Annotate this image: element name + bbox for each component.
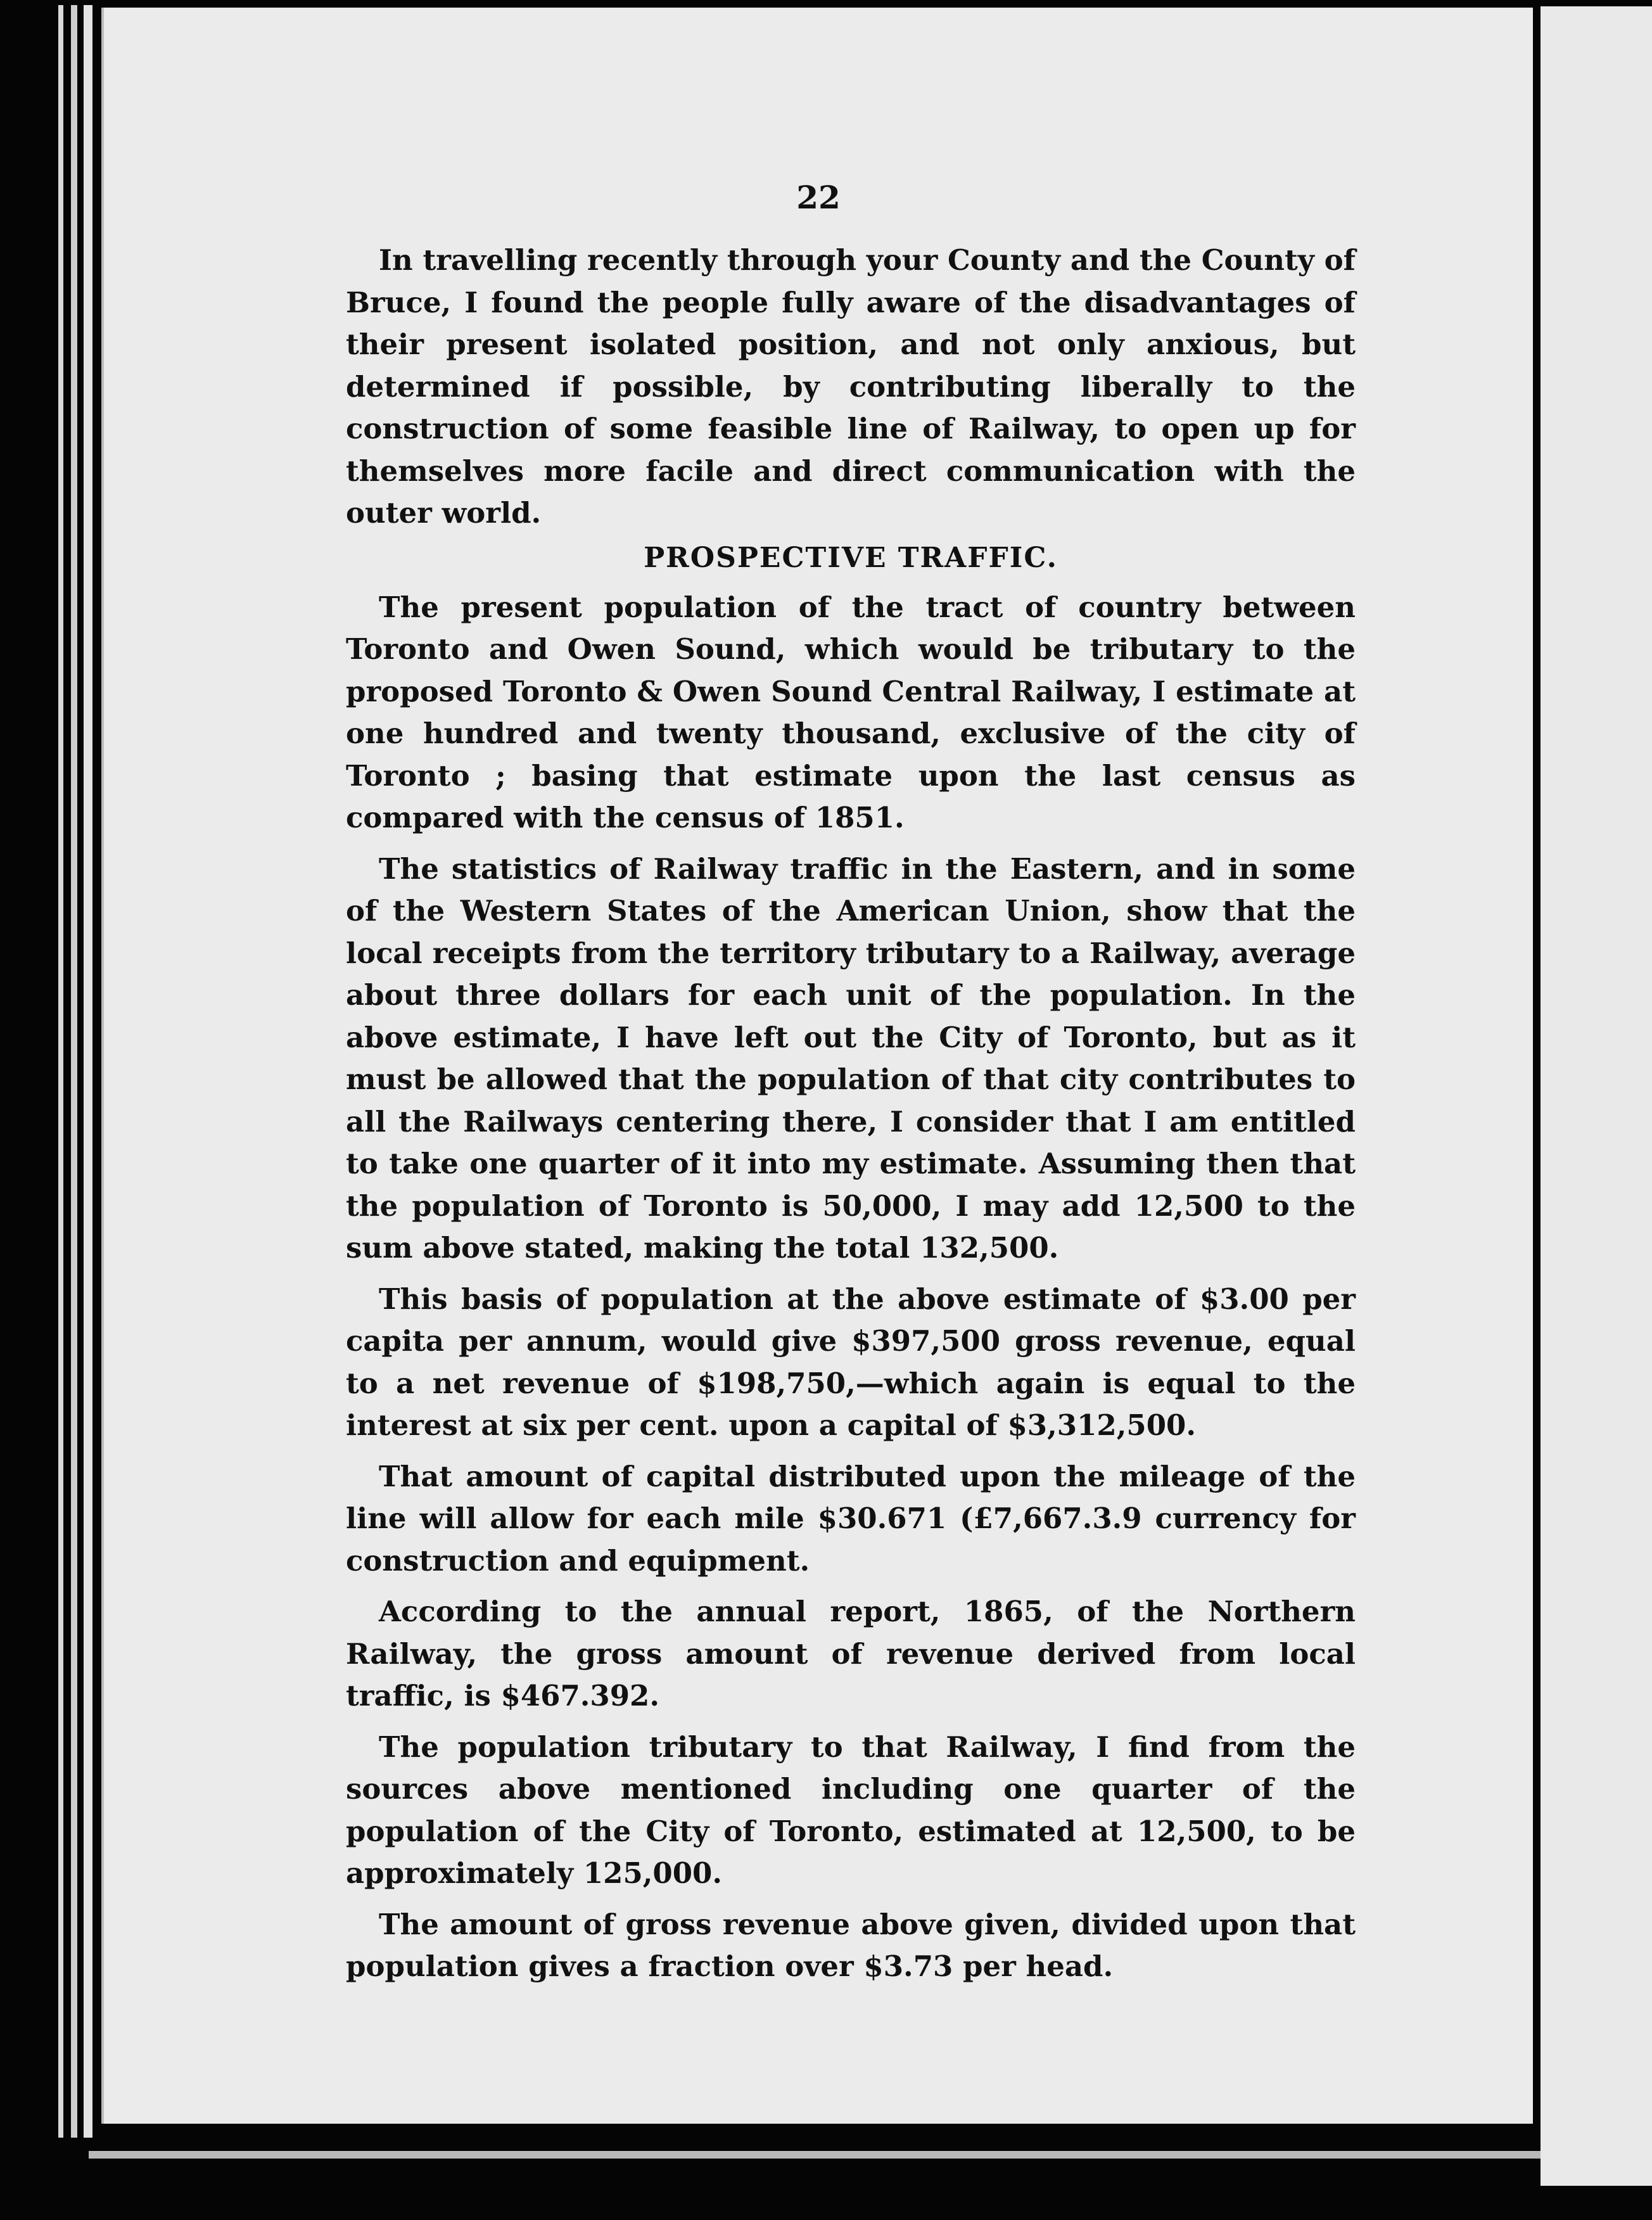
page-stack-edge — [58, 5, 63, 2138]
paragraph-travelling: In travelling recently through your County and the County of Bruce, I found the people fully aware of the disadvantages of their present isolated position, and not only anxious, but determined if possible, by contributing liberally to the construction of some feasible line of Railway, to open up for themselves more facile and direct communication with the outer world. — [346, 243, 1356, 530]
facing-page-edge — [1541, 6, 1652, 2186]
paragraph-population: The present population of the tract of country between Toronto and Owen Sound, which would be tributary to the proposed Toronto & Owen Sound Central Railway, I estimate at one hundred and twenty thousand, exclusive of the city of Toronto ; basing that estimate upon the last census as compared with the census of 1851. — [346, 590, 1356, 834]
document-page — [101, 8, 1533, 2124]
page-bottom-edge — [89, 2151, 1565, 2159]
page-body — [346, 239, 1356, 1988]
paragraph-gross-revenue: The amount of gross revenue above given, divided upon that population gives a fraction over $3.73 per head. — [346, 1907, 1356, 1983]
paragraph-annual-report: According to the annual report, 1865, of the Northern Railway, the gross amount of revenue derived from local traffic, is $467.392. — [346, 1595, 1356, 1713]
section-heading: PROSPECTIVE TRAFFIC. — [644, 541, 1058, 574]
page-stack-edge — [84, 5, 92, 2138]
paragraph-basis: This basis of population at the above estimate of $3.00 per capita per annum, would give $397,500 gross revenue, equal to a net revenue of $198,750,—which again is equal to the interest at six per cent. upon a capital of $3,312,500. — [346, 1282, 1356, 1442]
page-number: 22 — [796, 179, 841, 216]
paragraph-capital: That amount of capital distributed upon the mileage of the line will allow for each mile $30.671 (£7,667.3.9 currency for construction and equipment. — [346, 1459, 1356, 1578]
paragraph-statistics: The statistics of Railway traffic in the Eastern, and in some of the Western States of the American Union, show that the local receipts from the territory tributary to a Railway, average about three dollars for each unit of the population. In the above estimate, I have left out the City of Toronto, but as it must be allowed that the population of that city contributes to all the Railways centering there, I consider that I am entitled to take one quarter of it into my estimate. Assuming then that the population of Toronto is 50,000, I may add 12,500 to the sum above stated, making the total 132,500. — [346, 852, 1356, 1265]
page-stack-edge — [71, 5, 77, 2138]
paragraph-tributary: The population tributary to that Railway, I find from the sources above mentioned including one quarter of the population of the City of Toronto, estimated at 12,500, to be approximately 125,000. — [346, 1730, 1356, 1890]
